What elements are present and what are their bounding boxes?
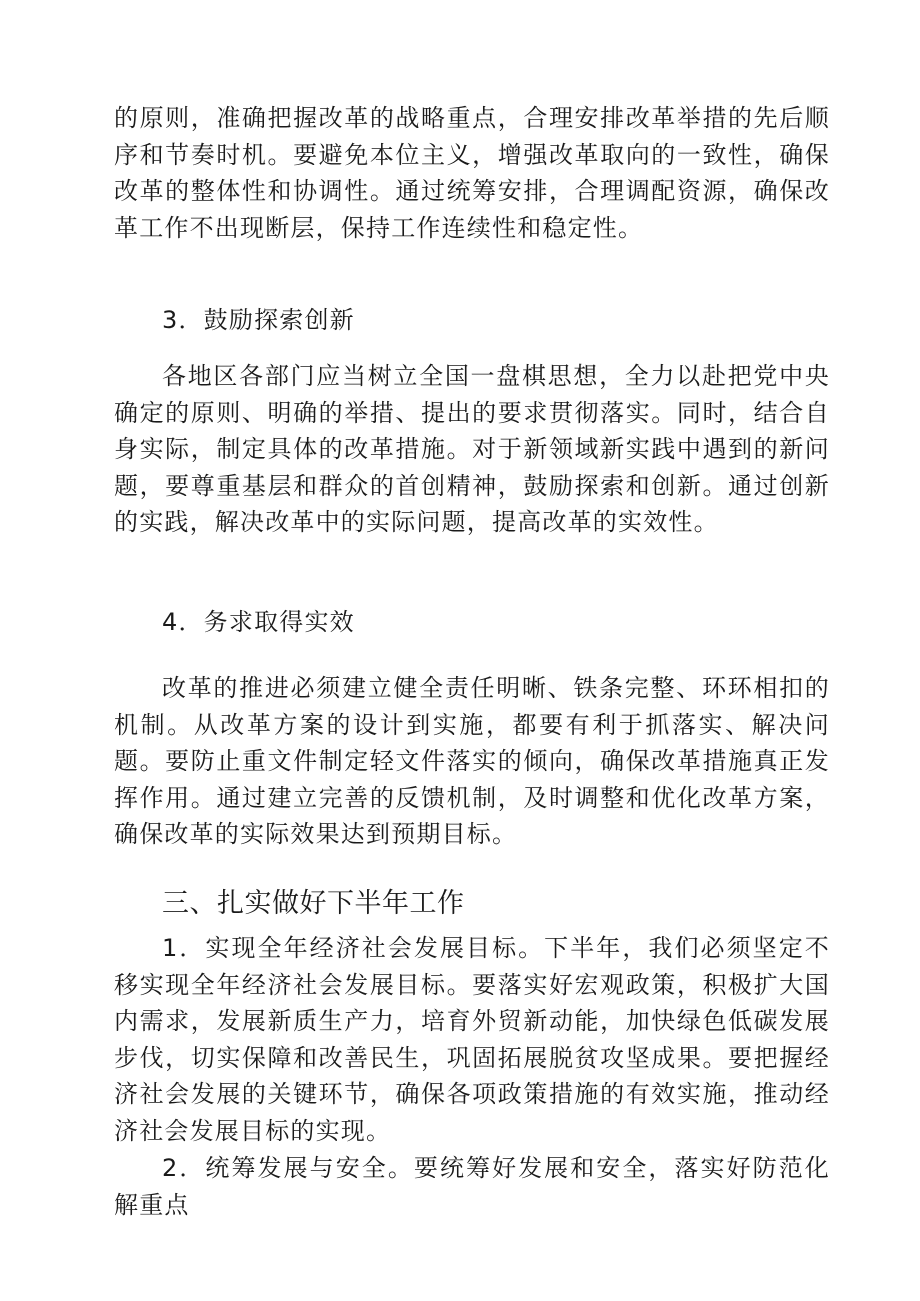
section-heading-second-half-work: 三、扎实做好下半年工作 bbox=[162, 888, 465, 919]
paragraph-results: 改革的推进必须建立健全责任明晰、铁条完整、环环相扣的机制。从改革方案的设计到实施，都要有利于抓落实、解决问题。要防止重文件制定轻文件落实的倾向，确保改革措施真正发挥作用。通过建立完善的反馈机制，及时调整和优化改革方案，确保改革的实际效果达到预期目标。 bbox=[114, 674, 830, 848]
paragraph-annual-goals: 1．实现全年经济社会发展目标。下半年，我们必须坚定不移实现全年经济社会发展目标。要落实好宏观政策，积极扩大国内需求，发展新质生产力，培育外贸新动能，加快绿色低碳发展步伐，切实保障和改善民生，巩固拓展脱贫攻坚成果。要把握经济社会发展的关键环节，确保各项政策措施的有效实施，推动经济社会发展目标的实现。 bbox=[114, 934, 830, 1145]
subheading-encourage-innovation: 3．鼓励探索创新 bbox=[162, 306, 355, 334]
paragraph-innovation: 各地区各部门应当树立全国一盘棋思想，全力以赴把党中央确定的原则、明确的举措、提出的要求贯彻落实。同时，结合自身实际，制定具体的改革措施。对于新领域新实践中遇到的新问题，要尊重基层和群众的首创精神，鼓励探索和创新。通过创新的实践，解决改革中的实际问题，提高改革的实效性。 bbox=[114, 362, 830, 536]
paragraph-development-security: 2．统筹发展与安全。要统筹好发展和安全，落实好防范化解重点 bbox=[114, 1154, 830, 1219]
paragraph-principle: 的原则，准确把握改革的战略重点，合理安排改革举措的先后顺序和节奏时机。要避免本位主义，增强改革取向的一致性，确保改革的整体性和协调性。通过统筹安排，合理调配资源，确保改革工作不出现断层，保持工作连续性和稳定性。 bbox=[114, 104, 830, 242]
subheading-seek-results: 4．务求取得实效 bbox=[162, 608, 355, 636]
